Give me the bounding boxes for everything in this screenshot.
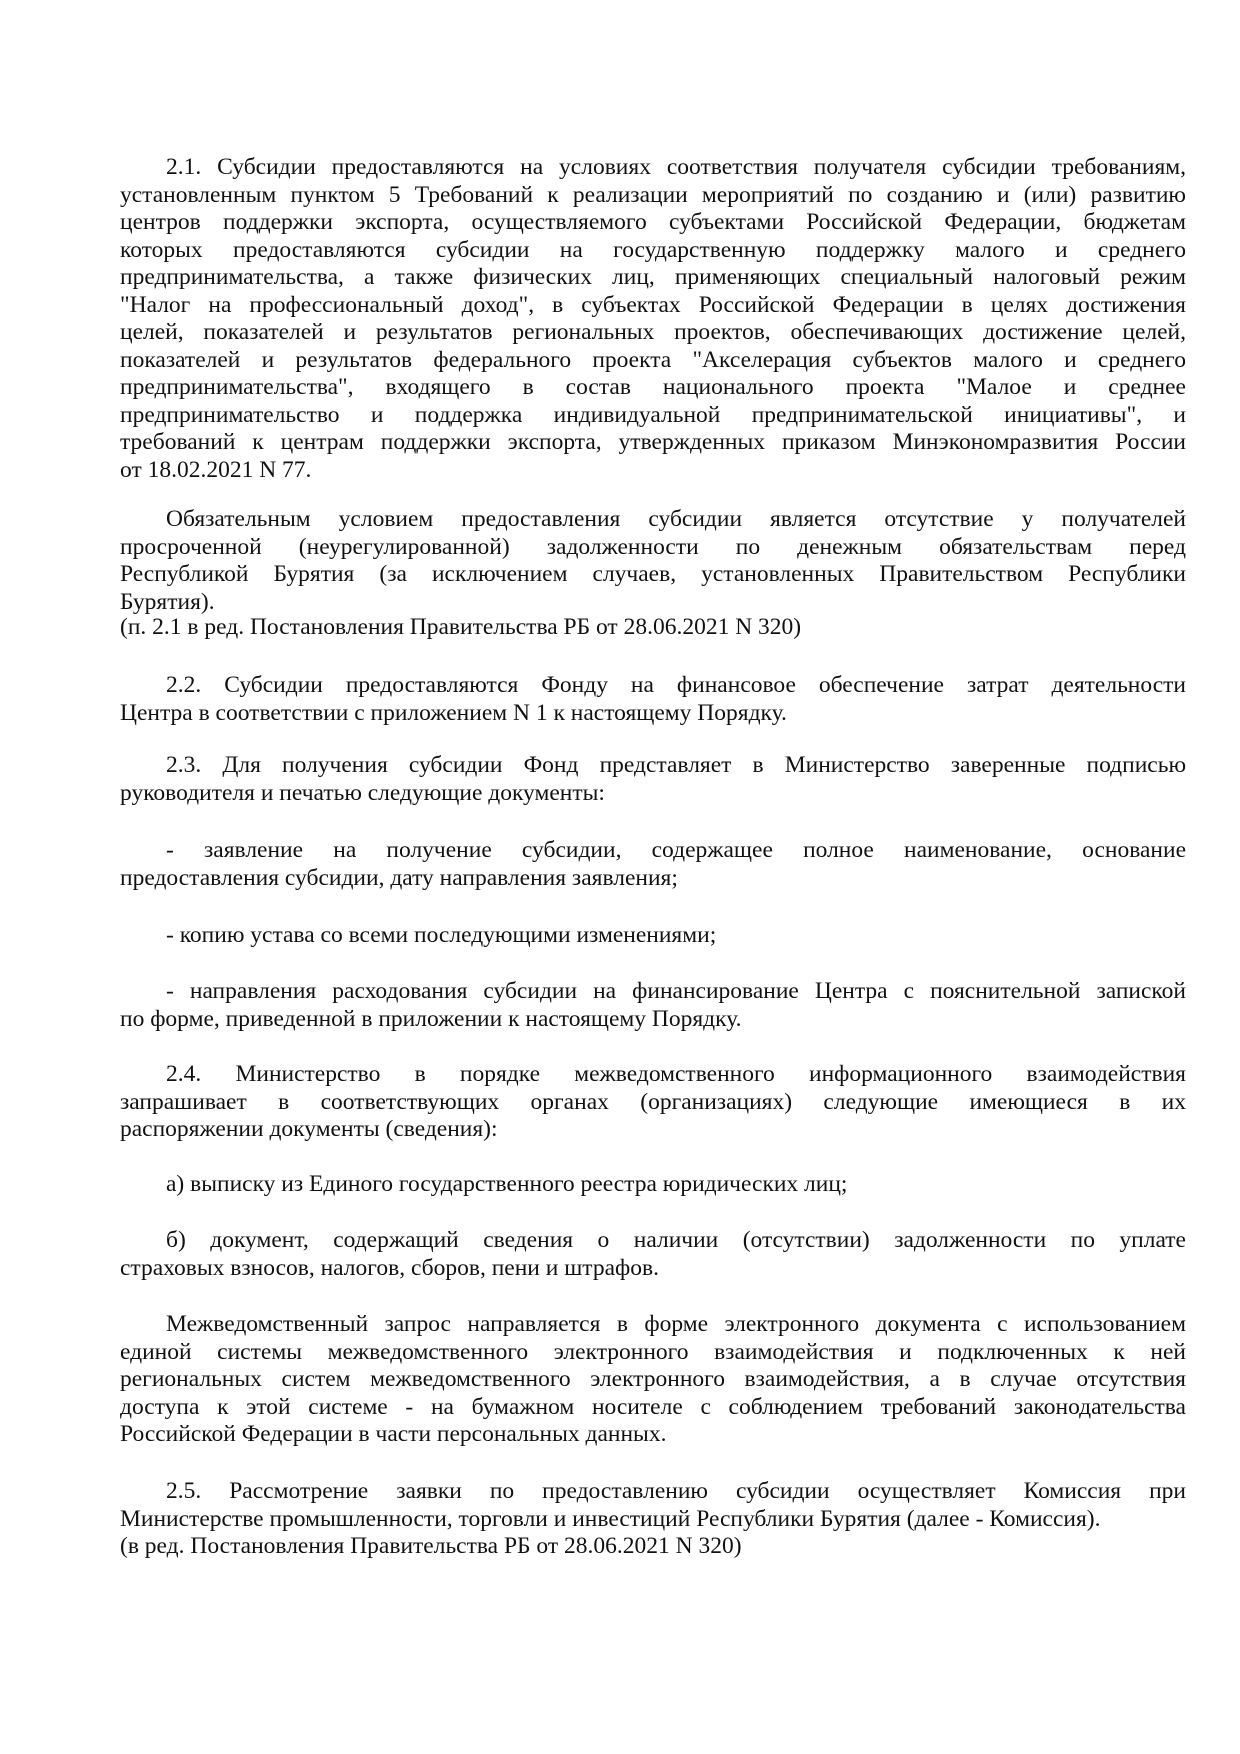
text-line: целей, показателей и результатов региональных проектов, обеспечивающих достижение целей, <box>120 319 1186 345</box>
text-line: запрашивает в соответствующих органах (организациях) следующие имеющиеся в их <box>120 1088 1186 1115</box>
text-line: которых предоставляются субсидии на государственную поддержку малого и среднего <box>120 236 1186 263</box>
text-line: установленным пунктом 5 Требований к реализации мероприятий по созданию и (или) развитию <box>120 181 1186 208</box>
paragraph-p-2-3-item-3 <box>120 978 1186 1033</box>
text-line: - заявление на получение субсидии, содержащее полное наименование, основание <box>166 837 1186 863</box>
text-line: "Налог на профессиональный доход", в субъектах Российской Федерации в целях достижения <box>120 291 1186 318</box>
text-line: Межведомственный запрос направляется в форме электронного документа с использованием <box>166 1311 1186 1337</box>
text-line: - копию устава со всеми последующими изменениями; <box>166 922 717 948</box>
paragraph-p-2-1 <box>120 154 1186 484</box>
text-line: Министерстве промышленности, торговли и инвестиций Республики Бурятия (далее - Комиссия). <box>120 1505 1101 1532</box>
text-line: предпринимательства", входящего в состав национального проекта "Малое и среднее <box>120 374 1186 400</box>
text-line: предоставления субсидии, дату направления заявления; <box>120 864 678 891</box>
text-line: (в ред. Постановления Правительства РБ от 28.06.2021 N 320) <box>120 1533 742 1559</box>
text-line: Республикой Бурятия (за исключением случаев, установленных Правительством Республики <box>120 561 1186 587</box>
text-line: б) документ, содержащий сведения о наличии (отсутствии) задолженности по уплате <box>166 1227 1186 1253</box>
text-line: показателей и результатов федерального проекта "Акселерация субъектов малого и среднего <box>120 346 1186 373</box>
text-line: 2.5. Рассмотрение заявки по предоставлению субсидии осуществляет Комиссия при <box>166 1478 1186 1504</box>
text-line: Российской Федерации в части персональных данных. <box>120 1421 667 1447</box>
paragraph-p-2-3 <box>120 752 1186 807</box>
text-line: просроченной (неурегулированной) задолженности по денежным обязательствам перед <box>120 533 1186 560</box>
paragraph-p-2-4-b <box>120 1227 1186 1282</box>
paragraph-p-2-2 <box>120 672 1186 727</box>
text-line: предпринимательство и поддержка индивидуальной предпринимательской инициативы", и <box>120 401 1186 428</box>
text-line: от 18.02.2021 N 77. <box>120 456 312 483</box>
paragraph-p-2-4 <box>120 1061 1186 1144</box>
text-line: единой системы межведомственного электронного взаимодействия и подключенных к ней <box>120 1338 1186 1365</box>
text-line: Бурятия). <box>120 588 215 615</box>
paragraph-p-2-1-amendment <box>120 614 1186 642</box>
text-line: доступа к этой системе - на бумажном носителе с соблюдением требований законодательства <box>120 1393 1186 1420</box>
text-line: Центра в соответствии с приложением N 1 к настоящему Порядку. <box>120 699 787 726</box>
paragraph-p-2-1-condition <box>120 506 1186 616</box>
paragraph-p-2-5 <box>120 1478 1186 1561</box>
text-line: 2.1. Субсидии предоставляются на условиях соответствия получателя субсидии требованиям, <box>166 154 1186 180</box>
text-line: руководителя и печатью следующие документы: <box>120 779 605 806</box>
paragraph-p-2-3-item-1 <box>120 837 1186 892</box>
paragraph-p-2-4-request <box>120 1311 1186 1449</box>
paragraph-p-2-3-item-2 <box>120 922 1186 950</box>
paragraph-p-2-4-a <box>120 1171 1186 1199</box>
text-line: (п. 2.1 в ред. Постановления Правительства РБ от 28.06.2021 N 320) <box>120 614 802 640</box>
text-line: а) выписку из Единого государственного реестра юридических лиц; <box>166 1171 848 1197</box>
text-line: - направления расходования субсидии на финансирование Центра с пояснительной запиской <box>166 978 1186 1004</box>
text-line: распоряжении документы (сведения): <box>120 1116 498 1142</box>
text-line: 2.3. Для получения субсидии Фонд представляет в Министерство заверенные подписью <box>166 752 1186 778</box>
text-line: по форме, приведенной в приложении к настоящему Порядку. <box>120 1005 742 1032</box>
text-line: региональных систем межведомственного электронного взаимодействия, а в случае отсутствия <box>120 1366 1186 1392</box>
text-line: 2.2. Субсидии предоставляются Фонду на финансовое обеспечение затрат деятельности <box>166 672 1186 698</box>
text-line: центров поддержки экспорта, осуществляемого субъектами Российской Федерации, бюджетам <box>120 209 1186 235</box>
text-line: 2.4. Министерство в порядке межведомственного информационного взаимодействия <box>166 1061 1186 1087</box>
text-line: требований к центрам поддержки экспорта, утвержденных приказом Минэкономразвития России <box>120 429 1186 455</box>
text-line: Обязательным условием предоставления субсидии является отсутствие у получателей <box>166 506 1186 532</box>
text-line: предпринимательства, а также физических лиц, применяющих специальный налоговый режим <box>120 264 1186 290</box>
text-line: страховых взносов, налогов, сборов, пени и штрафов. <box>120 1254 659 1281</box>
